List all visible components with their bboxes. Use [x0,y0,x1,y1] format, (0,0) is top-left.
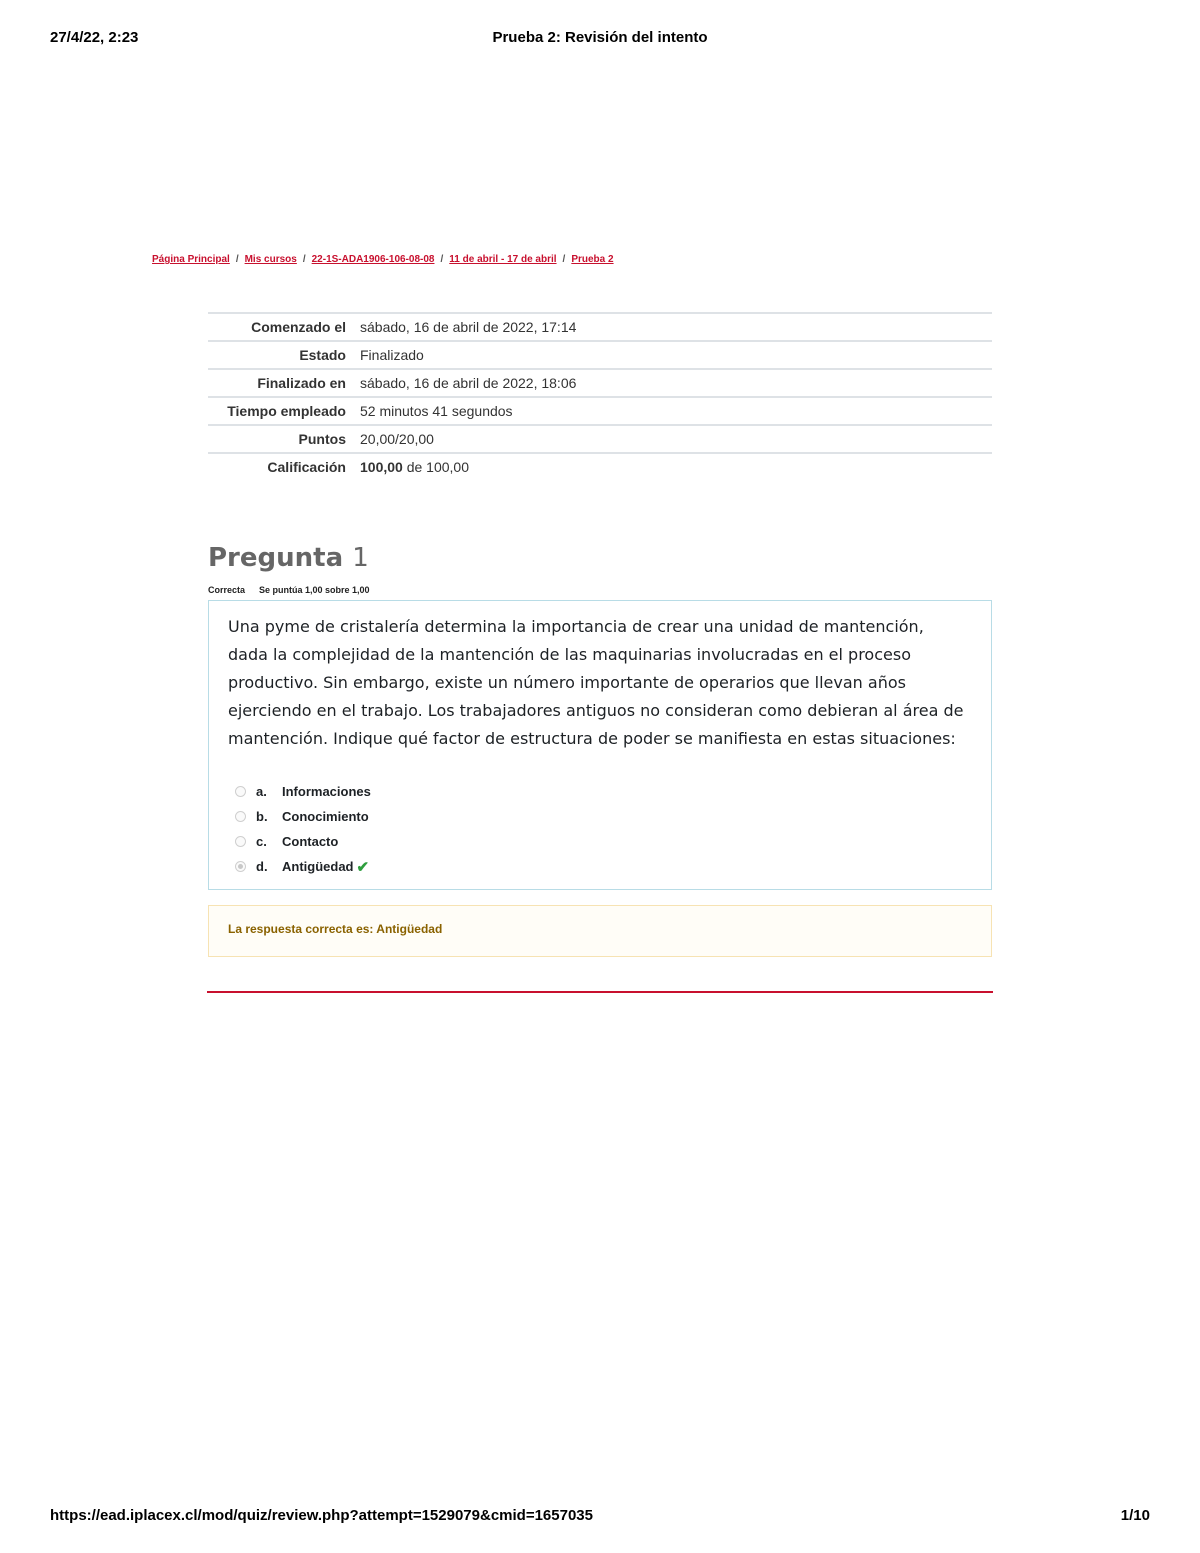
radio-button-b[interactable] [235,811,246,822]
breadcrumb-separator: / [440,254,444,265]
grade-max: de 100,00 [406,459,470,475]
summary-row-time [208,397,992,425]
question-status [208,585,370,595]
breadcrumb-separator: / [562,254,566,265]
grade-value [358,453,992,480]
breadcrumb-home-link[interactable]: Página Principal [152,254,230,265]
feedback-box [208,905,992,957]
question-divider [207,991,993,993]
points-value: 20,00/20,00 [360,431,434,447]
state-value: Finalizado [360,347,424,363]
print-url: https://ead.iplacex.cl/mod/quiz/review.php?attempt=1529079&cmid=1657035 [50,1507,593,1524]
print-page-title: Prueba 2: Revisión del intento [492,29,708,46]
question-heading-word: Pregunta [208,543,344,573]
answer-option-b[interactable] [235,804,371,829]
answer-letter: d. [256,859,268,874]
answer-letter: a. [256,784,267,799]
breadcrumb-course-link[interactable]: 22-1S-ADA1906-106-08-08 [311,254,435,265]
breadcrumb-separator: / [302,254,306,265]
summary-row-state [208,341,992,369]
answer-label: Informaciones [282,784,371,799]
breadcrumb-separator: / [235,254,239,265]
grade-score: 100,00 [360,459,403,475]
summary-row-started [208,313,992,341]
breadcrumb-quiz-link[interactable]: Prueba 2 [571,254,614,265]
print-page-number: 1/10 [1120,1507,1150,1524]
question-heading [208,543,369,573]
started-value: sábado, 16 de abril de 2022, 17:14 [360,319,577,335]
radio-button-c[interactable] [235,836,246,847]
question-text: Una pyme de cristalería determina la importancia de crear una unidad de mantención, dada la complejidad de la mantención de las maquinarias involucradas en el proceso productivo. Sin embargo, existe un número importante de operarios que llevan años ejerciendo en el trabajo. Los trabajadores antiguos no consideran como debieran al área de mantención. Indique qué factor de estructura de poder se manifiesta en estas situaciones: [228,617,964,748]
answer-option-a[interactable] [235,779,371,804]
answer-label: Contacto [282,834,339,849]
attempt-summary-table [208,312,992,480]
finished-label: Finalizado en [257,375,346,391]
print-footer [50,1507,1150,1527]
print-datetime: 27/4/22, 2:23 [50,29,139,46]
points-label: Puntos [298,431,346,447]
breadcrumb-my-courses-link[interactable]: Mis cursos [244,254,297,265]
radio-button-a[interactable] [235,786,246,797]
finished-value: sábado, 16 de abril de 2022, 18:06 [360,375,577,391]
correct-check-icon: ✔ [356,858,370,876]
answer-option-c[interactable] [235,829,371,854]
summary-row-finished [208,369,992,397]
answer-letter: c. [256,834,267,849]
question-number: 1 [352,543,369,573]
answer-label: Antigüedad [282,859,354,874]
print-header [50,29,1150,49]
summary-row-grade [208,453,992,480]
started-label: Comenzado el [251,319,346,335]
correct-answer-feedback: La respuesta correcta es: Antigüedad [228,922,443,936]
time-value: 52 minutos 41 segundos [360,403,513,419]
question-box [208,600,992,890]
summary-row-points [208,425,992,453]
question-score: Se puntúa 1,00 sobre 1,00 [259,585,370,595]
breadcrumb [152,254,614,265]
answer-letter: b. [256,809,268,824]
breadcrumb-week-link[interactable]: 11 de abril - 17 de abril [449,254,557,265]
grade-label: Calificación [267,459,346,475]
answer-label: Conocimiento [282,809,369,824]
answer-list [235,779,371,879]
answer-option-d[interactable] [235,854,371,879]
radio-button-d[interactable] [235,861,246,872]
state-label: Estado [299,347,346,363]
time-label: Tiempo empleado [227,403,346,419]
question-state: Correcta [208,585,246,595]
